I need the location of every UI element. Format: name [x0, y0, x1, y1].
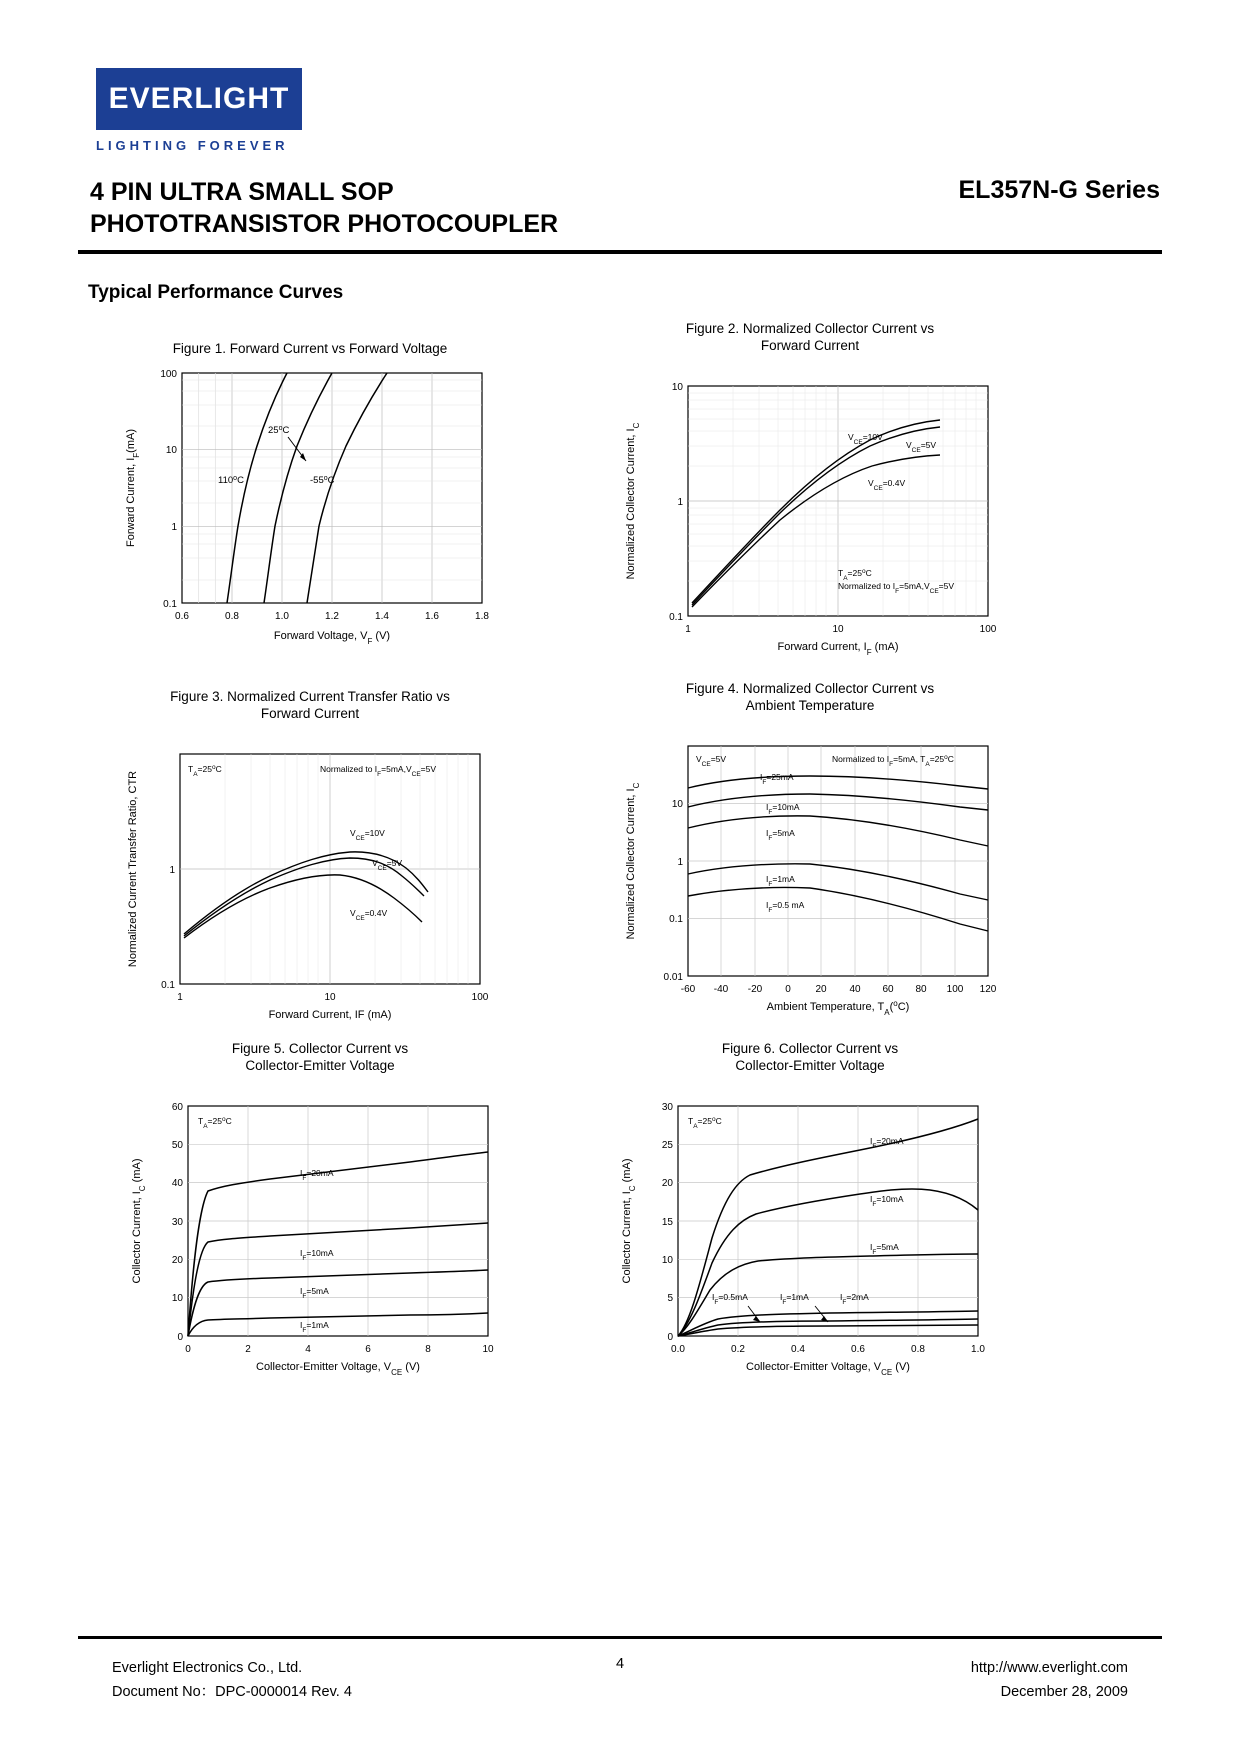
svg-text:10: 10 — [671, 799, 683, 810]
figure-3-plot — [110, 726, 510, 1026]
svg-text:-20: -20 — [747, 984, 763, 995]
svg-text:1: 1 — [685, 624, 691, 635]
figure-4-annot-if25: $I_F=25mA$ — [760, 772, 794, 786]
figure-5-annot-if1: $I_F=1mA$ — [300, 1320, 329, 1334]
svg-text:4: 4 — [305, 1344, 311, 1355]
svg-text:0.01: 0.01 — [663, 972, 683, 983]
figure-2-xlabel: Forward Current, $I_F$ (mA) — [777, 641, 899, 657]
svg-text:0: 0 — [667, 1332, 673, 1343]
svg-text:0.1: 0.1 — [669, 914, 683, 925]
figure-1-xlabel: Forward Voltage, $V_F$ (V) — [273, 630, 391, 646]
section-title: Typical Performance Curves — [88, 282, 344, 303]
figure-3-annot-ta: $T_A=25^oC$ — [188, 763, 222, 778]
svg-text:0: 0 — [185, 1344, 191, 1355]
figure-3-xlabel: Forward Current, IF (mA) — [268, 1009, 392, 1021]
svg-text:1: 1 — [677, 857, 683, 868]
svg-text:1.6: 1.6 — [425, 611, 439, 622]
figure-6-annot-if05: $I_F=0.5mA$ — [712, 1292, 748, 1306]
figure-6-annot-if5: $I_F=5mA$ — [870, 1242, 899, 1256]
svg-text:10: 10 — [324, 992, 336, 1003]
svg-text:0.8: 0.8 — [911, 1344, 925, 1355]
svg-text:0: 0 — [785, 984, 791, 995]
figure-6-annot-ta: $T_A=25^oC$ — [688, 1115, 722, 1130]
svg-text:6: 6 — [365, 1344, 371, 1355]
figure-4-annot-if05: $I_F=0.5$ mA — [766, 900, 805, 914]
figure-4-annot-if5: $I_F=5mA$ — [766, 828, 795, 842]
figure-6-annot-if20: $I_F=20mA$ — [870, 1136, 904, 1150]
figure-6-title: Figure 6. Collector Current vs Collector-Emitter Voltage — [721, 1041, 899, 1073]
svg-text:1.0: 1.0 — [275, 611, 289, 622]
svg-text:10: 10 — [671, 382, 683, 393]
figure-4-title: Figure 4. Normalized Collector Current vs Ambient Temperature — [685, 681, 935, 713]
svg-text:1.2: 1.2 — [325, 611, 339, 622]
svg-text:20: 20 — [171, 1255, 183, 1266]
svg-text:10: 10 — [171, 1293, 183, 1304]
figure-5-annot-if5: $I_F=5mA$ — [300, 1286, 329, 1300]
footer-right — [971, 1656, 1128, 1704]
svg-text:40: 40 — [849, 984, 861, 995]
figure-5-annot-ta: $T_A=25^oC$ — [198, 1115, 232, 1130]
figure-1-ylabel: Forward Current, $I_F(mA)$ — [125, 429, 141, 547]
svg-text:20: 20 — [661, 1178, 673, 1189]
svg-text:0.8: 0.8 — [225, 611, 239, 622]
figure-2-annot-vce5: $V_{CE}=5V$ — [906, 440, 937, 454]
svg-text:1.0: 1.0 — [971, 1344, 985, 1355]
page-title-line1: 4 PIN ULTRA SMALL SOP — [90, 178, 394, 206]
svg-text:25: 25 — [661, 1140, 673, 1151]
figure-2 — [600, 320, 1020, 658]
svg-text:60: 60 — [171, 1102, 183, 1113]
figure-6 — [600, 1040, 1020, 1378]
figure-4-annot-norm: Normalized to $I_F=5mA$, $T_A=25^oC$ — [832, 753, 954, 768]
footer-document: Document No：DPC-0000014 Rev. 4 — [112, 1684, 352, 1700]
svg-text:1.4: 1.4 — [375, 611, 389, 622]
svg-text:100: 100 — [946, 984, 964, 995]
figure-3-title: Figure 3. Normalized Current Transfer Ratio vs Forward Current — [170, 689, 450, 721]
svg-text:-40: -40 — [713, 984, 729, 995]
svg-text:8: 8 — [425, 1344, 431, 1355]
figure-1 — [110, 340, 510, 651]
figure-3-ylabel: Normalized Current Transfer Ratio, CTR — [127, 770, 139, 968]
figure-4-annot-if10: $I_F=10mA$ — [766, 802, 800, 816]
figure-6-annot-if1: $I_F=1mA$ — [780, 1292, 809, 1306]
svg-text:1: 1 — [177, 992, 183, 1003]
logo-tagline: LIGHTING FOREVER — [96, 138, 289, 153]
figure-6-annot-if2: $I_F=2mA$ — [840, 1292, 869, 1306]
header-divider — [78, 250, 1162, 254]
footer-page-number: 4 — [615, 1656, 625, 1672]
figure-3-annot-vce04: $V_{CE}=0.4V$ — [350, 908, 388, 922]
figure-5-plot — [110, 1078, 530, 1378]
figure-2-annot-ta: $T_A=25^oC$ — [838, 567, 872, 582]
svg-text:0.1: 0.1 — [669, 612, 683, 623]
footer-date: December 28, 2009 — [1000, 1684, 1128, 1700]
svg-text:80: 80 — [915, 984, 927, 995]
svg-text:0.1: 0.1 — [161, 980, 175, 991]
figure-2-annot-vce04: $V_{CE}=0.4V$ — [868, 478, 906, 492]
figure-1-title: Figure 1. Forward Current vs Forward Voltage — [172, 341, 448, 356]
figure-3-annot-vce10: $V_{CE}=10V$ — [350, 828, 385, 842]
svg-text:10: 10 — [165, 445, 177, 456]
figure-6-plot — [600, 1078, 1020, 1378]
footer-company: Everlight Electronics Co., Ltd. — [112, 1660, 303, 1676]
svg-text:0.1: 0.1 — [163, 599, 177, 610]
logo-box — [96, 68, 302, 130]
figure-5-xlabel: Collector-Emitter Voltage, $V_{CE}$ (V) — [256, 1361, 420, 1377]
svg-text:10: 10 — [832, 624, 844, 635]
figure-3-annot-norm: Normalized to $I_F=5mA,V_{CE}=5V$ — [320, 764, 437, 778]
figure-4-plot — [600, 718, 1020, 1018]
figure-4-xlabel: Ambient Temperature, $T_A(^oC)$ — [766, 998, 910, 1017]
figure-5-annot-if20: $I_F=20mA$ — [300, 1168, 334, 1182]
figure-4 — [600, 680, 1020, 1018]
logo-wordmark: EVERLIGHT — [108, 82, 290, 115]
figure-2-plot — [600, 358, 1020, 658]
figure-4-annot-if1: $I_F=1mA$ — [766, 874, 795, 888]
svg-text:1: 1 — [169, 865, 175, 876]
figure-2-ylabel: Normalized Collector Current, $I_C$ — [625, 422, 641, 580]
svg-text:0: 0 — [177, 1332, 183, 1343]
svg-text:10: 10 — [482, 1344, 494, 1355]
series-title: EL357N-G Series — [958, 176, 1160, 204]
figure-6-annot-if10: $I_F=10mA$ — [870, 1194, 904, 1208]
page-title — [90, 176, 710, 240]
svg-text:2: 2 — [245, 1344, 251, 1355]
svg-text:0.6: 0.6 — [175, 611, 189, 622]
svg-text:100: 100 — [979, 624, 997, 635]
figure-1-plot — [110, 361, 510, 651]
figure-1-annot-m55c: -55$^o$C — [310, 474, 335, 486]
figure-5-title: Figure 5. Collector Current vs Collector-Emitter Voltage — [231, 1041, 409, 1073]
svg-text:0.4: 0.4 — [791, 1344, 805, 1355]
svg-text:10: 10 — [661, 1255, 673, 1266]
figure-1-annot-25c: 25$^o$C — [268, 424, 290, 436]
svg-text:-60: -60 — [680, 984, 696, 995]
svg-text:0.2: 0.2 — [731, 1344, 745, 1355]
svg-text:120: 120 — [979, 984, 997, 995]
svg-text:30: 30 — [171, 1217, 183, 1228]
svg-text:20: 20 — [815, 984, 827, 995]
figure-1-annot-110c: 110$^o$C — [218, 474, 244, 486]
svg-text:50: 50 — [171, 1140, 183, 1151]
svg-text:15: 15 — [661, 1217, 673, 1228]
svg-text:40: 40 — [171, 1178, 183, 1189]
svg-text:30: 30 — [661, 1102, 673, 1113]
figure-2-annot-vce10: $V_{CE}=10V$ — [848, 432, 883, 446]
figure-3 — [110, 688, 510, 1026]
svg-text:5: 5 — [667, 1293, 673, 1304]
figure-2-annot-norm: Normalized to $I_F=5mA,V_{CE}=5V$ — [838, 581, 955, 595]
svg-text:100: 100 — [471, 992, 489, 1003]
svg-text:1: 1 — [171, 522, 177, 533]
figure-3-annot-vce5: $V_{CE}=5V$ — [372, 858, 403, 872]
everlight-logo — [96, 68, 316, 153]
footer-url[interactable]: http://www.everlight.com — [970, 1660, 1128, 1676]
figure-5-annot-if10: $I_F=10mA$ — [300, 1248, 334, 1262]
figure-4-ylabel: Normalized Collector Current, $I_C$ — [625, 782, 641, 940]
figure-6-ylabel: Collector Current, $I_C$ (mA) — [621, 1158, 637, 1284]
svg-text:1.8: 1.8 — [475, 611, 489, 622]
figure-4-annot-vce: $V_{CE}=5V$ — [696, 754, 727, 768]
page-title-line2: PHOTOTRANSISTOR PHOTOCOUPLER — [90, 210, 559, 238]
svg-text:1: 1 — [677, 497, 683, 508]
figure-5-ylabel: Collector Current, $I_C$ (mA) — [131, 1158, 147, 1284]
svg-text:100: 100 — [160, 369, 177, 380]
footer-divider — [78, 1636, 1162, 1639]
svg-text:0.0: 0.0 — [671, 1344, 685, 1355]
svg-text:60: 60 — [882, 984, 894, 995]
figure-5 — [110, 1040, 530, 1378]
svg-text:0.6: 0.6 — [851, 1344, 865, 1355]
figure-6-xlabel: Collector-Emitter Voltage, $V_{CE}$ (V) — [746, 1361, 910, 1377]
figure-2-title: Figure 2. Normalized Collector Current vs Forward Current — [685, 321, 935, 353]
